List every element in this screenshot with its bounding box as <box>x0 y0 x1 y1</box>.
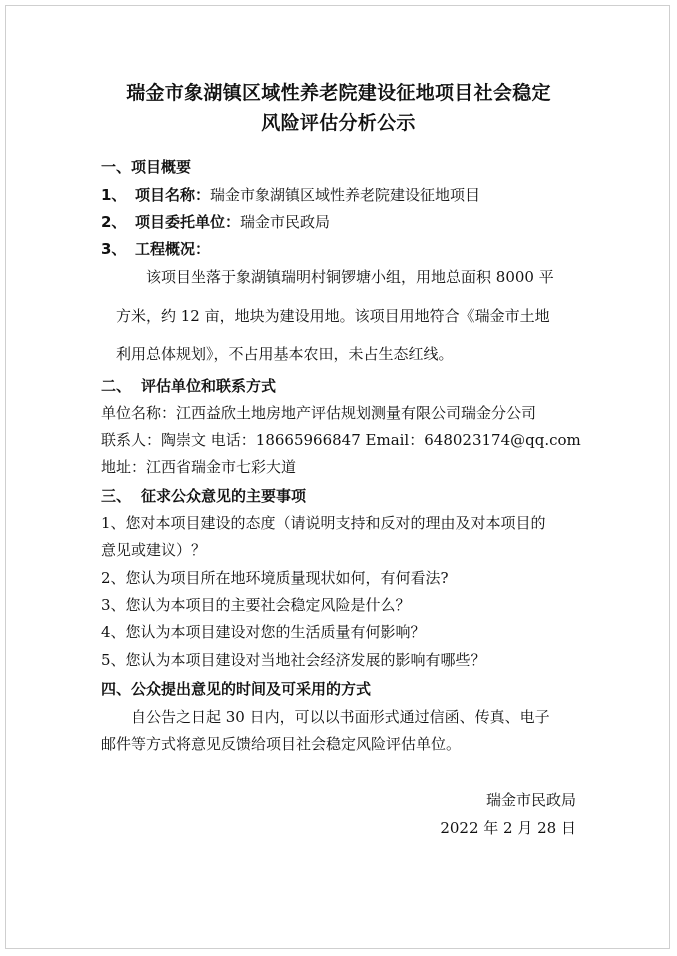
overview-paragraph-line-3: 利用总体规划》，不占用基本农田，未占生态红线。 <box>116 345 454 363</box>
question-1-line-2: 意见或建议）？ <box>101 541 207 559</box>
item-number: 2、 <box>101 213 127 231</box>
section-2-title: 评估单位和联系方式 <box>141 377 277 395</box>
project-overview-row <box>101 238 210 260</box>
project-name-row <box>101 184 480 206</box>
section-3-title: 征求公众意见的主要事项 <box>141 487 307 505</box>
question-5: 5、您认为本项目建设对当地社会经济发展的影响有哪些？ <box>101 651 486 669</box>
item-number: 3、 <box>101 240 127 258</box>
client-unit-row <box>101 211 330 233</box>
overview-paragraph-line-2: 方米，约 12 亩，地块为建设用地。该项目用地符合《瑞金市土地 <box>116 307 550 325</box>
question-2: 2、您认为项目所在地环境质量现状如何，有何看法? <box>101 569 449 587</box>
section-number: 二、 <box>101 377 132 395</box>
project-name-value: 瑞金市象湖镇区域性养老院建设征地项目 <box>210 186 481 204</box>
section-2-heading <box>101 375 276 397</box>
project-overview-label: 工程概况： <box>135 240 211 258</box>
issue-date: 2022 年 2 月 28 日 <box>440 819 576 837</box>
document-title-line-1: 瑞金市象湖镇区域性养老院建设征地项目社会稳定 <box>126 82 551 104</box>
contact-info: 联系人：陶崇文 电话：18665966847 Email：648023174@qq.com <box>101 431 581 449</box>
issuer-name: 瑞金市民政局 <box>485 791 576 809</box>
section-4-paragraph-line-1: 自公告之日起 30 日内，可以以书面形式通过信函、传真、电子 <box>131 708 550 726</box>
section-4-heading: 四、公众提出意见的时间及可采用的方式 <box>101 680 372 698</box>
overview-paragraph-line-1: 该项目坐落于象湖镇瑞明村铜锣塘小组，用地总面积 8000 平 <box>146 268 554 286</box>
client-unit-label: 项目委托单位： <box>135 213 241 231</box>
address: 地址：江西省瑞金市七彩大道 <box>101 458 297 476</box>
section-1-heading: 一、项目概要 <box>101 158 192 176</box>
evaluation-unit: 单位名称：江西益欣土地房地产评估规划测量有限公司瑞金分公司 <box>101 404 537 422</box>
section-3-heading <box>101 485 306 507</box>
item-number: 1、 <box>101 186 127 204</box>
client-unit-value: 瑞金市民政局 <box>240 213 331 231</box>
question-3: 3、您认为本项目的主要社会稳定风险是什么？ <box>101 596 411 614</box>
section-number: 三、 <box>101 487 132 505</box>
project-name-label: 项目名称： <box>135 186 211 204</box>
question-4: 4、您认为本项目建设对您的生活质量有何影响？ <box>101 623 426 641</box>
question-1-line-1: 1、您对本项目建设的态度（请说明支持和反对的理由及对本项目的 <box>101 514 546 532</box>
document-title-line-2: 风险评估分析公示 <box>261 112 416 134</box>
section-4-paragraph-line-2: 邮件等方式将意见反馈给项目社会稳定风险评估单位。 <box>101 735 462 753</box>
